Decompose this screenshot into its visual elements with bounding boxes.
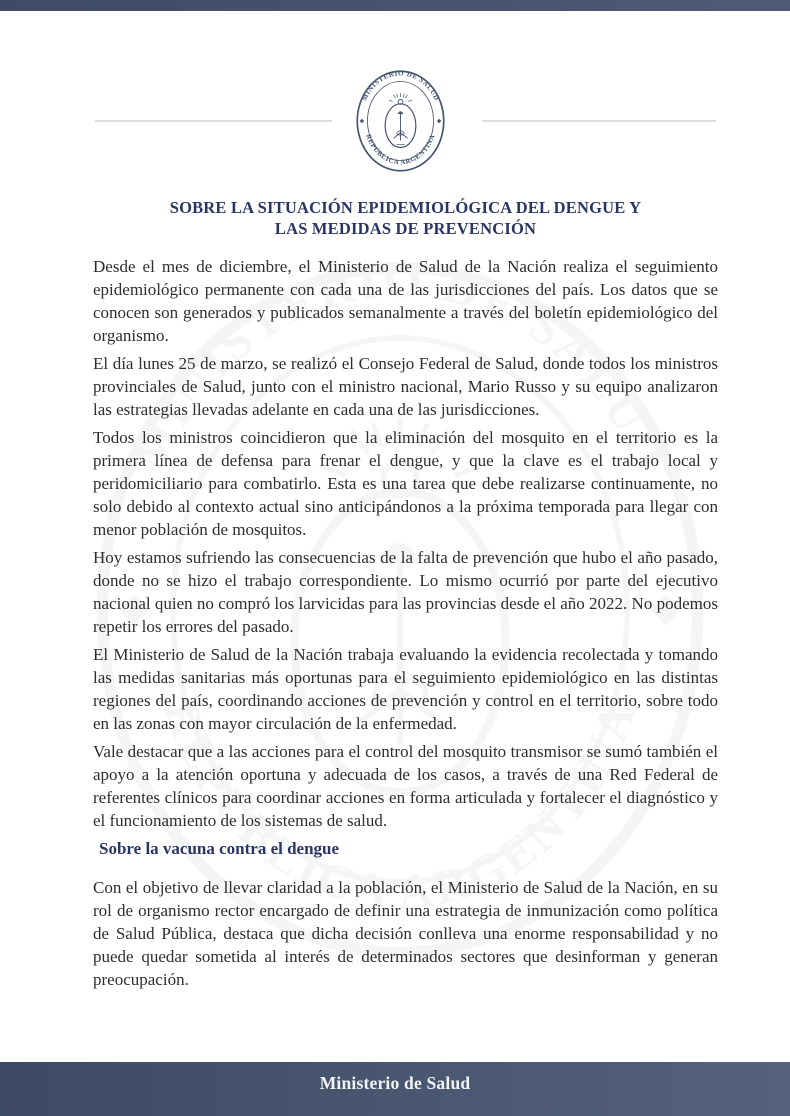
paragraph: El Ministerio de Salud de la Nación trabaja evaluando la evidencia recolectada y tomando las medidas sanitarias más oportunas para el seguimiento epidemiológico en las distintas regiones del país, coordinando acciones de prevención y control en el territorio, sobre todo en las zonas con mayor circulación de la enfermedad.	[93, 645, 718, 733]
footer-bar	[0, 1062, 790, 1116]
header-rule-right	[482, 120, 716, 122]
paragraph: Con el objetivo de llevar claridad a la población, el Ministerio de Salud de la Nación, en su rol de organismo rector encargado de definir una estrategia de inmunización como política de Salud Pública, destaca que dicha decisión conlleva una enorme responsabilidad y no puede quedar sometida al interés de determinados sectores que desinforman y generan preocupación.	[93, 878, 718, 989]
top-accent-bar	[0, 0, 790, 11]
document-header	[0, 11, 790, 191]
paragraph: Vale destacar que a las acciones para el control del mosquito transmisor se sumó también el apoyo a la atención oportuna y adecuada de los casos, a través de una Red Federal de referentes clínicos para coordinar acciones en forma articulada y fortalecer el diagnóstico y el funcionamiento de los sistemas de salud.	[93, 742, 718, 830]
section-subheading: Sobre la vacuna contra el dengue	[99, 839, 340, 858]
page-title	[93, 197, 718, 239]
paragraph: Todos los ministros coincidieron que la eliminación del mosquito en el territorio es la primera línea de defensa para frenar el dengue, y que la clave es el trabajo local y peridomiciliario para combatirlo. Esta es una tarea que debe realizarse continuamente, no solo debido al contexto actual sino anticipándonos a la próxima temporada para llegar con menor población de mosquitos.	[93, 428, 718, 539]
page-title-line1: SOBRE LA SITUACIÓN EPIDEMIOLÓGICA DEL DENGUE Y	[169, 198, 642, 217]
paragraph: El día lunes 25 de marzo, se realizó el Consejo Federal de Salud, donde todos los ministros provinciales de Salud, junto con el ministro nacional, Mario Russo y su equipo analizaron las estrategias llevadas adelante en cada una de las jurisdicciones.	[93, 354, 718, 419]
document-body	[93, 197, 718, 996]
footer-label: Ministerio de Salud	[319, 1073, 471, 1093]
page-title-line2: LAS MEDIDAS DE PREVENCIÓN	[274, 219, 537, 238]
ministry-seal-logo	[354, 68, 447, 174]
header-rule-left	[95, 120, 332, 122]
paragraph: Hoy estamos sufriendo las consecuencias de la falta de prevención que hubo el año pasado, donde no se hizo el trabajo correspondiente. Lo mismo ocurrió por parte del ejecutivo nacional quien no compró los larvicidas para las provincias desde el año 2022. No podemos repetir los errores del pasado.	[93, 548, 718, 636]
paragraph: Desde el mes de diciembre, el Ministerio de Salud de la Nación realiza el seguimiento epidemiológico permanente con cada una de las jurisdicciones del país. Los datos que se conocen son generados y publicados semanalmente a través del boletín epidemiológico del organismo.	[93, 257, 718, 345]
